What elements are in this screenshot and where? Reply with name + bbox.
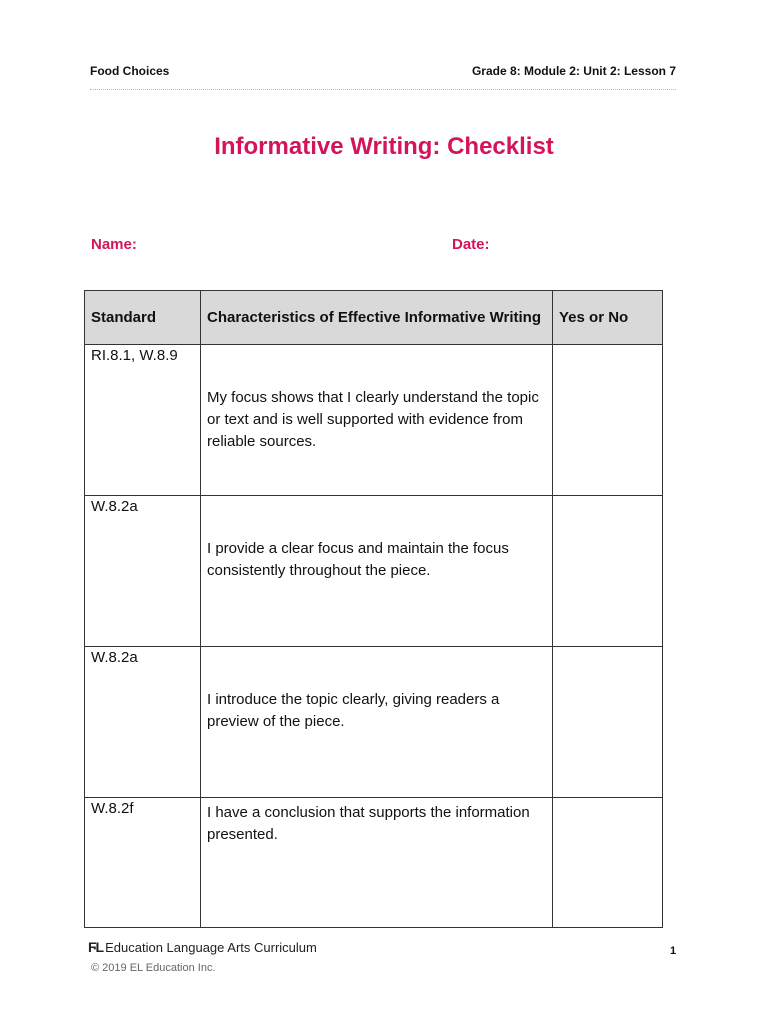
- yes-no-cell[interactable]: [553, 496, 663, 647]
- table-row: [85, 647, 663, 798]
- date-label: Date:: [452, 236, 490, 253]
- header-yes-no: Yes or No: [553, 291, 663, 345]
- yes-no-cell[interactable]: [553, 798, 663, 928]
- standard-cell: W.8.2a: [85, 496, 201, 647]
- table-row: [85, 496, 663, 647]
- characteristic-text: I have a conclusion that supports the information presented.: [207, 804, 530, 843]
- footer-copyright: © 2019 EL Education Inc.: [91, 962, 216, 974]
- name-label: Name:: [91, 236, 137, 253]
- table-header-row: [85, 291, 663, 345]
- table-row: [85, 345, 663, 496]
- characteristic-cell: [201, 496, 553, 647]
- header-lesson-label: Grade 8: Module 2: Unit 2: Lesson 7: [471, 64, 676, 78]
- standard-cell: RI.8.1, W.8.9: [85, 345, 201, 496]
- characteristic-cell: [201, 798, 553, 928]
- yes-no-cell[interactable]: [553, 647, 663, 798]
- header-unit-title: Food Choices: [90, 64, 170, 78]
- header-characteristics: Characteristics of Effective Informative Writing: [201, 291, 553, 345]
- footer-logo-text: Education Language Arts Curriculum: [105, 939, 317, 955]
- standard-cell: W.8.2f: [85, 798, 201, 928]
- characteristic-cell: [201, 647, 553, 798]
- characteristic-cell: [201, 345, 553, 496]
- characteristic-text: My focus shows that I clearly understand the topic or text and is well supported with evidence from reliable sources.: [207, 389, 539, 450]
- footer-logo: [88, 939, 317, 955]
- characteristic-text: I introduce the topic clearly, giving readers a preview of the piece.: [207, 691, 500, 730]
- yes-no-cell[interactable]: [553, 345, 663, 496]
- header-divider: [90, 89, 676, 90]
- checklist-table: [84, 290, 663, 928]
- table-row: [85, 798, 663, 928]
- header-standard: Standard: [85, 291, 201, 345]
- page-header: [90, 64, 676, 78]
- standard-cell: W.8.2a: [85, 647, 201, 798]
- characteristic-text: I provide a clear focus and maintain the focus consistently throughout the piece.: [207, 540, 509, 579]
- el-logo-icon: ϜL: [88, 939, 104, 955]
- page-title: Informative Writing: Checklist: [214, 133, 554, 160]
- page-number: 1: [670, 945, 677, 957]
